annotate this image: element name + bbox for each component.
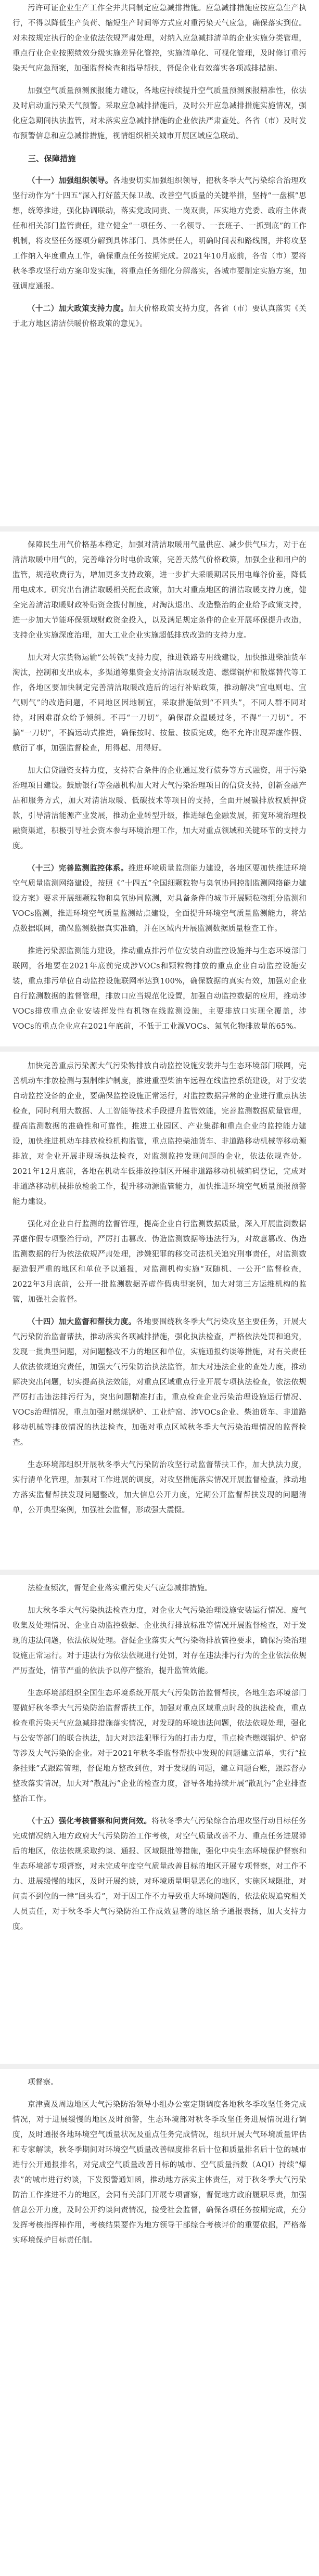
paragraph-text: 推进污染源监测能力建设，推动重点排污单位安装自动监控设施并与生态环境部门联网，各地要在2021年底前完成涉VOCs和颗粒物排放的重点企业自动监控设施安装，重点排污单位自动监控设施联网率达到100%，确保数据的真实有效，加强对企业自行监测数据的监督管理，排放口应当规范化设置，加强自动监控数据的应用，推动涉VOCs排放重点企业安装挥发性有机物在线监测设施，主要排放口实现全覆盖，涉VOCs的重点企业应在2021年底前，不低于工业源VOCs、氮氧化物排放量的65%。 — [12, 947, 307, 1031]
body-paragraph — [12, 1217, 307, 1308]
body-paragraph — [12, 2098, 307, 2248]
paragraph-lead-heading: （十四）加大监督和帮扶力度。 — [28, 1318, 136, 1326]
section-divider — [0, 1570, 319, 1575]
paragraph-text: 加大信贷融资支持力度，支持符合条件的企业通过发行债券等方式融资，用于污染治理项目建设。鼓励银行等金融机构加大对大气污染治理项目的信贷支持，创新金融产品和服务方式，加大对清洁取暖、低碳技术等项目的支持，全面开展碳排放权质押贷款，引导清洁能源产业发展，推动企业转型升级，推进绿色金融发展，拓宽环境治理投融资渠道，积极引导社会资本参与环境治理工作，加大对重点领域和关键环节的支持力度。 — [12, 767, 307, 850]
body-paragraph — [12, 1814, 307, 1935]
body-paragraph — [12, 1059, 307, 1210]
body-paragraph — [12, 174, 307, 294]
paragraph-text: 生态环境部组织全国生态环境系统开展大气污染防治监督帮扶，各地生态环境部门要做好秋冬季大气污染防治监督帮扶工作，加强对重点区域重点时段的执法检查，重点检查重污染天气应急减排措施落实情况，对发现的环境违法问题，依法依规处理，强化与公安等部门的联合执法，加大对违法犯罪行为的打击力度，重点检查燃煤锅炉、炉窑等涉及大气污染的企业。对于2021年秋冬季监督帮扶中发现的问题建立清单，实行“拉条挂账”式跟踪管理，督促地方整改到位，对于发现的问题，建立问题台账，跟踪督办整改落实情况，加大对“散乱污”企业的检查力度，督导各地持续开展“散乱污”企业排查整治工作。 — [12, 1689, 307, 1803]
paragraph-lead-heading: （十一）加强组织领导。 — [28, 177, 113, 185]
section-divider — [0, 526, 319, 532]
paragraph-text: 各地要围绕秋冬季大气污染攻坚主要任务，开展大气污染防治监督帮扶，推动落实各项减排措施，强化执法检查，严格依法处罚和追究，发现一批典型问题，对问题整改不力的地区和单位，实施通报约谈等措施，对有关责任人依法依规追究责任，加强大气污染防治执法监管，加大对违法企业的查处力度，推动解决突出问题，切实提高执法效能，对重点区域重点行业开展专项执法检查，依法依规严厉打击违法排污行为，突出问题精准打击，重点检查企业污染治理设施运行情况、VOCs治理情况，重点加强对燃煤锅炉、工业炉窑、涉VOCs企业、柴油货车、非道路移动机械等排放情况的执法检查，加强对重点区域秋冬季大气污染治理情况的监督检查。 — [12, 1318, 307, 1447]
paragraph-text: 各地要切实加强组织领导，把秋冬季大气污染综合治理攻坚行动作为“十四五”深入打好蓝天保卫战、改善空气质量的关键举措，坚持“一盘棋”思想，统筹推进，强化协调联动，落实党政同责、一岗双责，压实地方党委、政府主体责任和相关部门监管责任，建立健全“一项任务、一名领导、一套班子、一抓到底”的工作机制，将攻坚任务逐项分解到具体部门、具体责任人，明确时间表和路线图，并将攻坚工作纳入年度重点工作，确保重点任务按期完成。2021年10月底前，各省（市）要将秋冬季攻坚行动方案印发实施，将重点任务细化分解落实，各城市要制定实施方案，加强调度通报。 — [12, 177, 307, 291]
paragraph-text: 加快完善重点污染源大气污染物排放自动监控设施安装并与生态环境部门联网，完善机动车排放检测与强制维护制度，推进重型柴油车远程在线监控系统建设，对于安装自动监控设备的企业，要确保监控设施正常运行，对监控数据异常的企业进行重点执法检查，同时利用大数据、人工智能等技术手段提升监管效能，完善监测数据质量管理，提高监测数据的准确性和可靠性，推进工业园区、产业集群和重点企业的监控能力建设，加快推进机动车排放检验机构监管，重点监控柴油货车、非道路移动机械等移动源排放，对企业开展非现场执法检查，对监测监控发现问题的企业，依法依规查处。2021年12月底前，各地在机动车低排放控制区开展非道路移动机械编码登记，完成对非道路移动机械排放检验工作，提升移动源监管能力，加快推进环境空气质量预报预警能力建设。 — [12, 1062, 307, 1206]
body-paragraph — [12, 1, 307, 76]
paragraph-text: 强化对企业自行监测的监督管理，提高企业自行监测数据质量，深入开展监测数据弄虚作假专项整治行动，严厉打击篡改、伪造监测数据等违法行为，对故意篡改、伪造监测数据的行为依法依规严肃处理，涉嫌犯罪的移交司法机关追究刑事责任，对监测数据造假严重的地区和单位予以通报，对监测机构实施“双随机、一公开”监督检查，2022年3月底前，公开一批监测数据弄虚作假典型案例，加大对第三方运维机构的监管，加强社会监督。 — [12, 1220, 307, 1304]
body-paragraph — [12, 1458, 307, 1518]
body-paragraph — [12, 1315, 307, 1451]
body-paragraph — [12, 1581, 307, 1596]
section-divider — [0, 2064, 319, 2069]
body-paragraph — [12, 2075, 307, 2090]
text-section-5 — [12, 2075, 307, 2256]
body-paragraph — [12, 861, 307, 937]
paragraph-text: 法检查频次，督促企业落实重污染天气应急减排措施。 — [28, 1584, 213, 1593]
text-section-2 — [12, 538, 307, 1042]
text-section-4 — [12, 1581, 307, 1942]
body-paragraph — [12, 1603, 307, 1679]
paragraph-text: 加大秋冬季大气污染执法检查力度，对企业大气污染治理设施安装运行情况、废气收集及处理情况、企业自动监控数据、企业执行排放标准等情况开展监督检查，对于发现的违法问题，依法依规处理。督促企业落实大气污染物排放管控要求，确保污染治理设施正常运行。对于违法行为依法依规进行处罚，对存在违法排污行为的企业依法依规严厉查处，情节严重的依法予以停产整治，提升监管效能。 — [12, 1607, 307, 1675]
paragraph-text: 生态环境部组织开展秋冬季大气污染防治攻坚行动监督帮扶工作，加大执法力度，实行清单化管理，加强对工作进展的调度，对攻坚措施落实情况开展监督检查，推动地方落实监督帮扶发现问题整改，加大信息公开力度，定期公开监督帮扶发现的问题清单，公开典型案例，加强社会监督，形成强大震慑。 — [12, 1461, 307, 1514]
paragraph-text: 加强空气质量预测预报能力建设，各地应持续提升空气质量预测预报精准性，依法及时启动重污染天气预警。采取应急减排措施后，及时公开应急减排措施实施情况，强化应急期间执法监管，对未落实应急减排措施的企业依法严肃查处。各省（市）及时发布预警信息和应急减排措施，视情组织相关城市开展区域应急联动。 — [12, 87, 307, 140]
paragraph-text: 污许可证企业生产工作全并共同制定应急减排措施。应急减排措施应按应急生产执行，不得以降低生产负荷、缩短生产时间等方式应对重污染天气应急，确保落实到位。对未按规定执行的企业依法依规严肃处理，对纳入应急减排清单的企业实施分类管理，重点行业企业按照绩效分级实施差异化管控，实施清单化、可视化管理，及时修订重污染天气应急预案，加强监督检查和指导帮扶，督促企业有效落实各项减排措施。 — [12, 4, 307, 73]
body-paragraph — [12, 763, 307, 854]
paragraph-text: 加大对大宗货物运输“公转铁”支持力度，推进铁路专用线建设，加快推进柴油货车淘汰，控制和支出成本，多渠道筹集资金支持清洁取暖改造、燃煤锅炉和散煤替代等工作，各地区要加快制定完善清洁取暖改造后的运行补贴政策，推动解决“宜电则电、宜气则气”的改造问题，不同地区因地制宜，采取措施做到“不回头”，不同人群不同对待，对困难群众给予倾斜。不再“一刀切”，确保群众温暖过冬，不得“一刀切”。不搞“一刀切”，不搞运动式推进，确保按时、按量、按质完成，绝不允许出现弄虚作假、敷衍了事，加强监督检查，用得起、用得好。 — [12, 654, 307, 753]
paragraph-lead-heading: （十二）加大政策支持力度。 — [28, 305, 129, 313]
body-paragraph — [12, 84, 307, 144]
paragraph-lead-heading: （十五）强化考核督察和问责问效。 — [28, 1817, 152, 1826]
section-divider — [0, 1046, 319, 1052]
body-paragraph — [12, 651, 307, 756]
paragraph-text: 推进环境质量监测能力建设，各地区要加快推进环境空气质量监测网络建设，按照《“十四五”全国细颗粒物与臭氧协同控制监测网络能力建设方案》要求开展细颗粒物和臭氧协同监测，对具备条件的城市开展颗粒物组分监测和VOCs监测，推进环境空气质量监测站点建设，全面提升环境空气质量监测能力，将站点数据联网，确保监测数据真实准确，并在区域内开展监测数据质量检查工作。 — [12, 864, 307, 933]
text-section-3 — [12, 1059, 307, 1525]
body-paragraph — [12, 944, 307, 1034]
paragraph-text: 保障民生用气价格基本稳定，加强对清洁取暖用气量供应、减少供气压力，对于在清洁取暖中用气的，完善峰谷分时电价政策，完善天然气价格政策，加强企业和用户的监管，规范收费行为，增加更多支持政策，进一步扩大采暖期居民用电峰谷价差，降低用电成本。研究出台清洁取暖相关配套政策，加大对重点地区的清洁取暖支持力度，健全完善清洁取暖财政补贴资金拨付制度，对淘汰退出、改造整治的企业给予政策支持，进一步加大节能环保领域财政资金投入，以及满足规定条件的企业开展环保提升改造，支持企业实施深度治理，加大工业企业实施超低排放改造的支持力度。 — [12, 541, 307, 640]
body-paragraph — [12, 302, 307, 332]
paragraph-text: 京津冀及周边地区大气污染防治领导小组办公室定期调度各地秋冬季攻坚任务完成情况，对于进展缓慢的地区及时预警，生态环境部对秋冬季攻坚任务进展情况进行调度，及时通报各地环境空气质量状况及重点任务完成情况，组织开展大气环境质量评估和专家解读，秋冬季期间对环境空气质量改善幅度排名后十位和质量排名后十位的城市进行公开通报排名，对完成空气质量改善目标的城市、空气质量指数（AQI）持续“爆表”的城市进行约谈，下发预警通知函，推动地方落实主体责任，对于秋冬季大气污染防治工作推进不力的地区，会同有关部门开展专项督察，督促地方政府履职尽责，加强信息公开力度，及时公开约谈问责情况，接受社会监督，确保各项任务按期完成，充分发挥考核指挥棒作用，考核结果要作为地方领导干部综合考核评价的重要依据，严格落实环境保护目标责任制。 — [12, 2101, 307, 2245]
body-paragraph — [12, 538, 307, 643]
paragraph-text: 将秋冬季大气污染综合治理攻坚行动目标任务完成情况纳入地方政府大气污染防治工作考核，对空气质量改善不力、重点任务进展滞后的地区，依法依规采取约谈、通报、区域限批等措施，强化中央生态环境保护督察和生态环境部专项督察，对未完成年度空气质量改善目标的地区开展专项督察，对工作不力、进展缓慢的地区，及时开展约谈，对环境质量明显恶化的地区，实施区域限批，对问责不到位的一律“回头看”，对于因工作不力导致重大环境问题的，依法依规追究相关人员责任，对于秋冬季大气污染防治工作成效显著的地区给予通报表扬，加大支持力度。 — [12, 1817, 307, 1931]
text-section-1 — [12, 1, 307, 339]
paragraph-text: 项督察。 — [28, 2078, 59, 2087]
body-paragraph — [12, 1686, 307, 1807]
section-heading: 三、保障措施 — [28, 154, 76, 163]
paragraph-text: 加大价格政策支持力度，各省（市）要认真落实《关于北方地区清洁供暖价格政策的意见》。 — [12, 305, 307, 328]
paragraph-lead-heading: （十三）完善监测监控体系。 — [28, 864, 129, 873]
